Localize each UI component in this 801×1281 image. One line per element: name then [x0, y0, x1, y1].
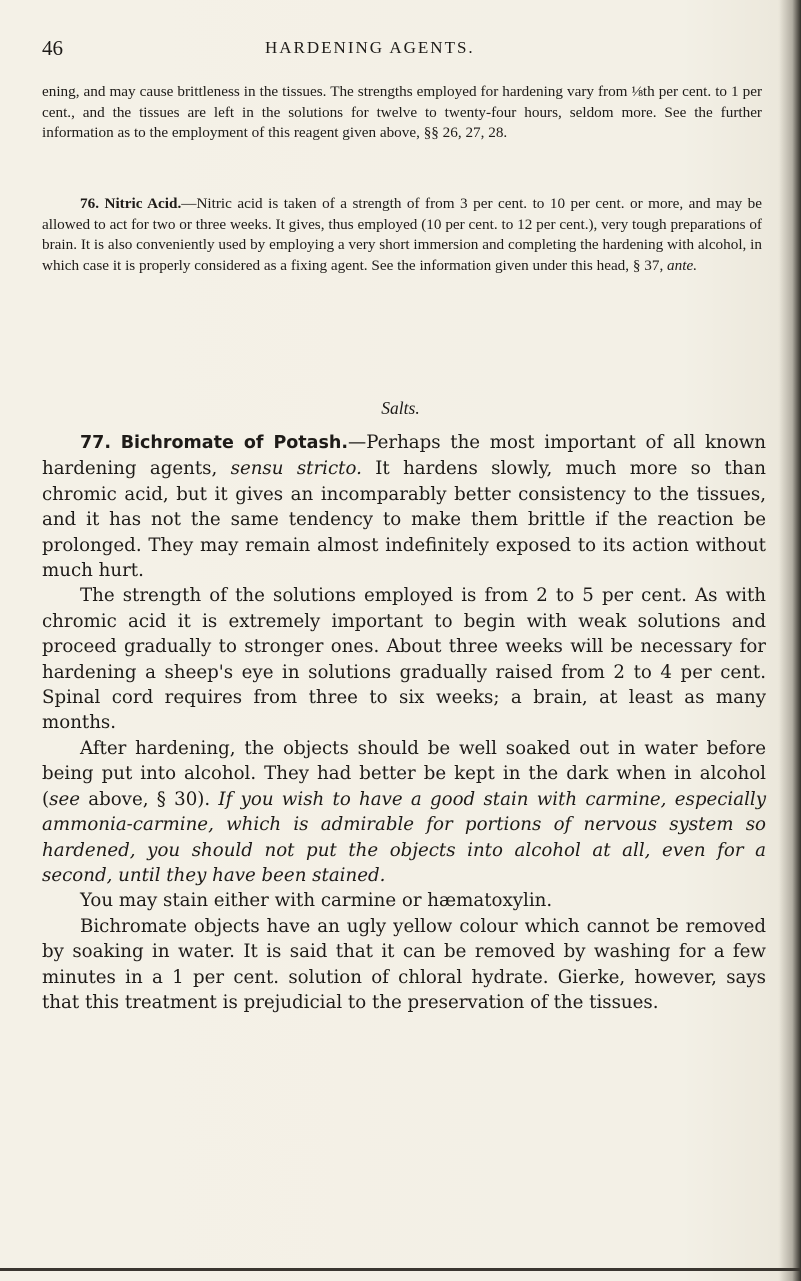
section-77-paragraph-3 [42, 736, 766, 888]
page-edge-shadow [779, 0, 801, 1281]
running-head [42, 36, 742, 60]
continued-paragraph-text: ening, and may cause brittleness in the tissues. The strengths employed for hardening vary from ⅛th per cent. to 1 per cent., and the tissues are left in the solutions for twelve to twenty-four hours, seldom more. See the further information as to the employment of this reagent given above, §§ 26, 27, 28. [42, 83, 762, 141]
continued-paragraph [42, 82, 762, 144]
section-77-paragraph-5: Bichromate objects have an ugly yellow colour which cannot be removed by soaking in water. It is said that it can be removed by washing for a few minutes in a 1 per cent. solution of chloral hydrate. Gierke, however, says that this treatment is prejudicial to the preservation of the tissues. [42, 915, 766, 1013]
section-76-title: Nitric Acid. [104, 195, 182, 212]
section-77-p3-see: see [49, 788, 80, 810]
section-77 [42, 430, 766, 1015]
section-77-paragraph-4: You may stain either with carmine or hæmatoxylin. [80, 890, 553, 912]
section-76 [42, 194, 762, 276]
running-title: HARDENING AGENTS. [265, 38, 475, 57]
section-77-number: 77. [80, 433, 112, 453]
section-77-p1-a: —Perhaps the most important of all known hardening agents, [42, 432, 766, 480]
page-number: 46 [42, 36, 63, 60]
section-77-paragraph-1 [42, 430, 766, 583]
section-76-number: 76. [80, 195, 99, 212]
section-77-title: Bichromate of Potash. [120, 433, 348, 453]
section-77-p3-b: above, § 30). [79, 788, 219, 810]
bottom-rule [0, 1268, 801, 1271]
section-77-p1-b: It hardens slowly, much more so than chromic acid, but it gives an incomparably better consistency to the tissues, and it has not the same tendency to make them brittle if the reaction be prolonged. They may remain almost indefinitely exposed to its action without much hurt. [42, 458, 766, 582]
section-76-paragraph [42, 194, 762, 276]
section-77-p1-italic: sensu stricto. [230, 458, 362, 480]
section-77-paragraph-2: The strength of the solutions employed is from 2 to 5 per cent. As with chromic acid it is extremely important to begin with weak solutions and proceed gradually to stronger ones. About three weeks will be necessary for hardening a sheep's eye in solutions gradually raised from 2 to 4 per cent. Spinal cord requires from three to six weeks; a brain, at least as many months. [42, 585, 766, 734]
section-77-p3-a: After hardening, the objects should be well soaked out in water before being put into alcohol. They had better be kept in the dark when in alcohol ( [42, 737, 766, 810]
section-76-body: —Nitric acid is taken of a strength of from 3 per cent. to 10 per cent. or more, and may be allowed to act for two or three weeks. It gives, thus employed (10 per cent. to 12 per cent.), very tough preparations of brain. It is also conveniently used by employing a very short immersion and completing the hardening with alcohol, in which case it is properly considered as a fixing agent. See the information given under this head, § 37, [42, 195, 763, 274]
section-76-ante: ante. [667, 256, 697, 274]
salts-heading: Salts. [381, 398, 420, 418]
section-77-p3-italic: If you wish to have a good stain with carmine, especially ammonia-carmine, which is admirable for portions of nervous system so hardened, you should not put the objects into alcohol at all, even for a second, until they have been stained. [42, 788, 766, 886]
